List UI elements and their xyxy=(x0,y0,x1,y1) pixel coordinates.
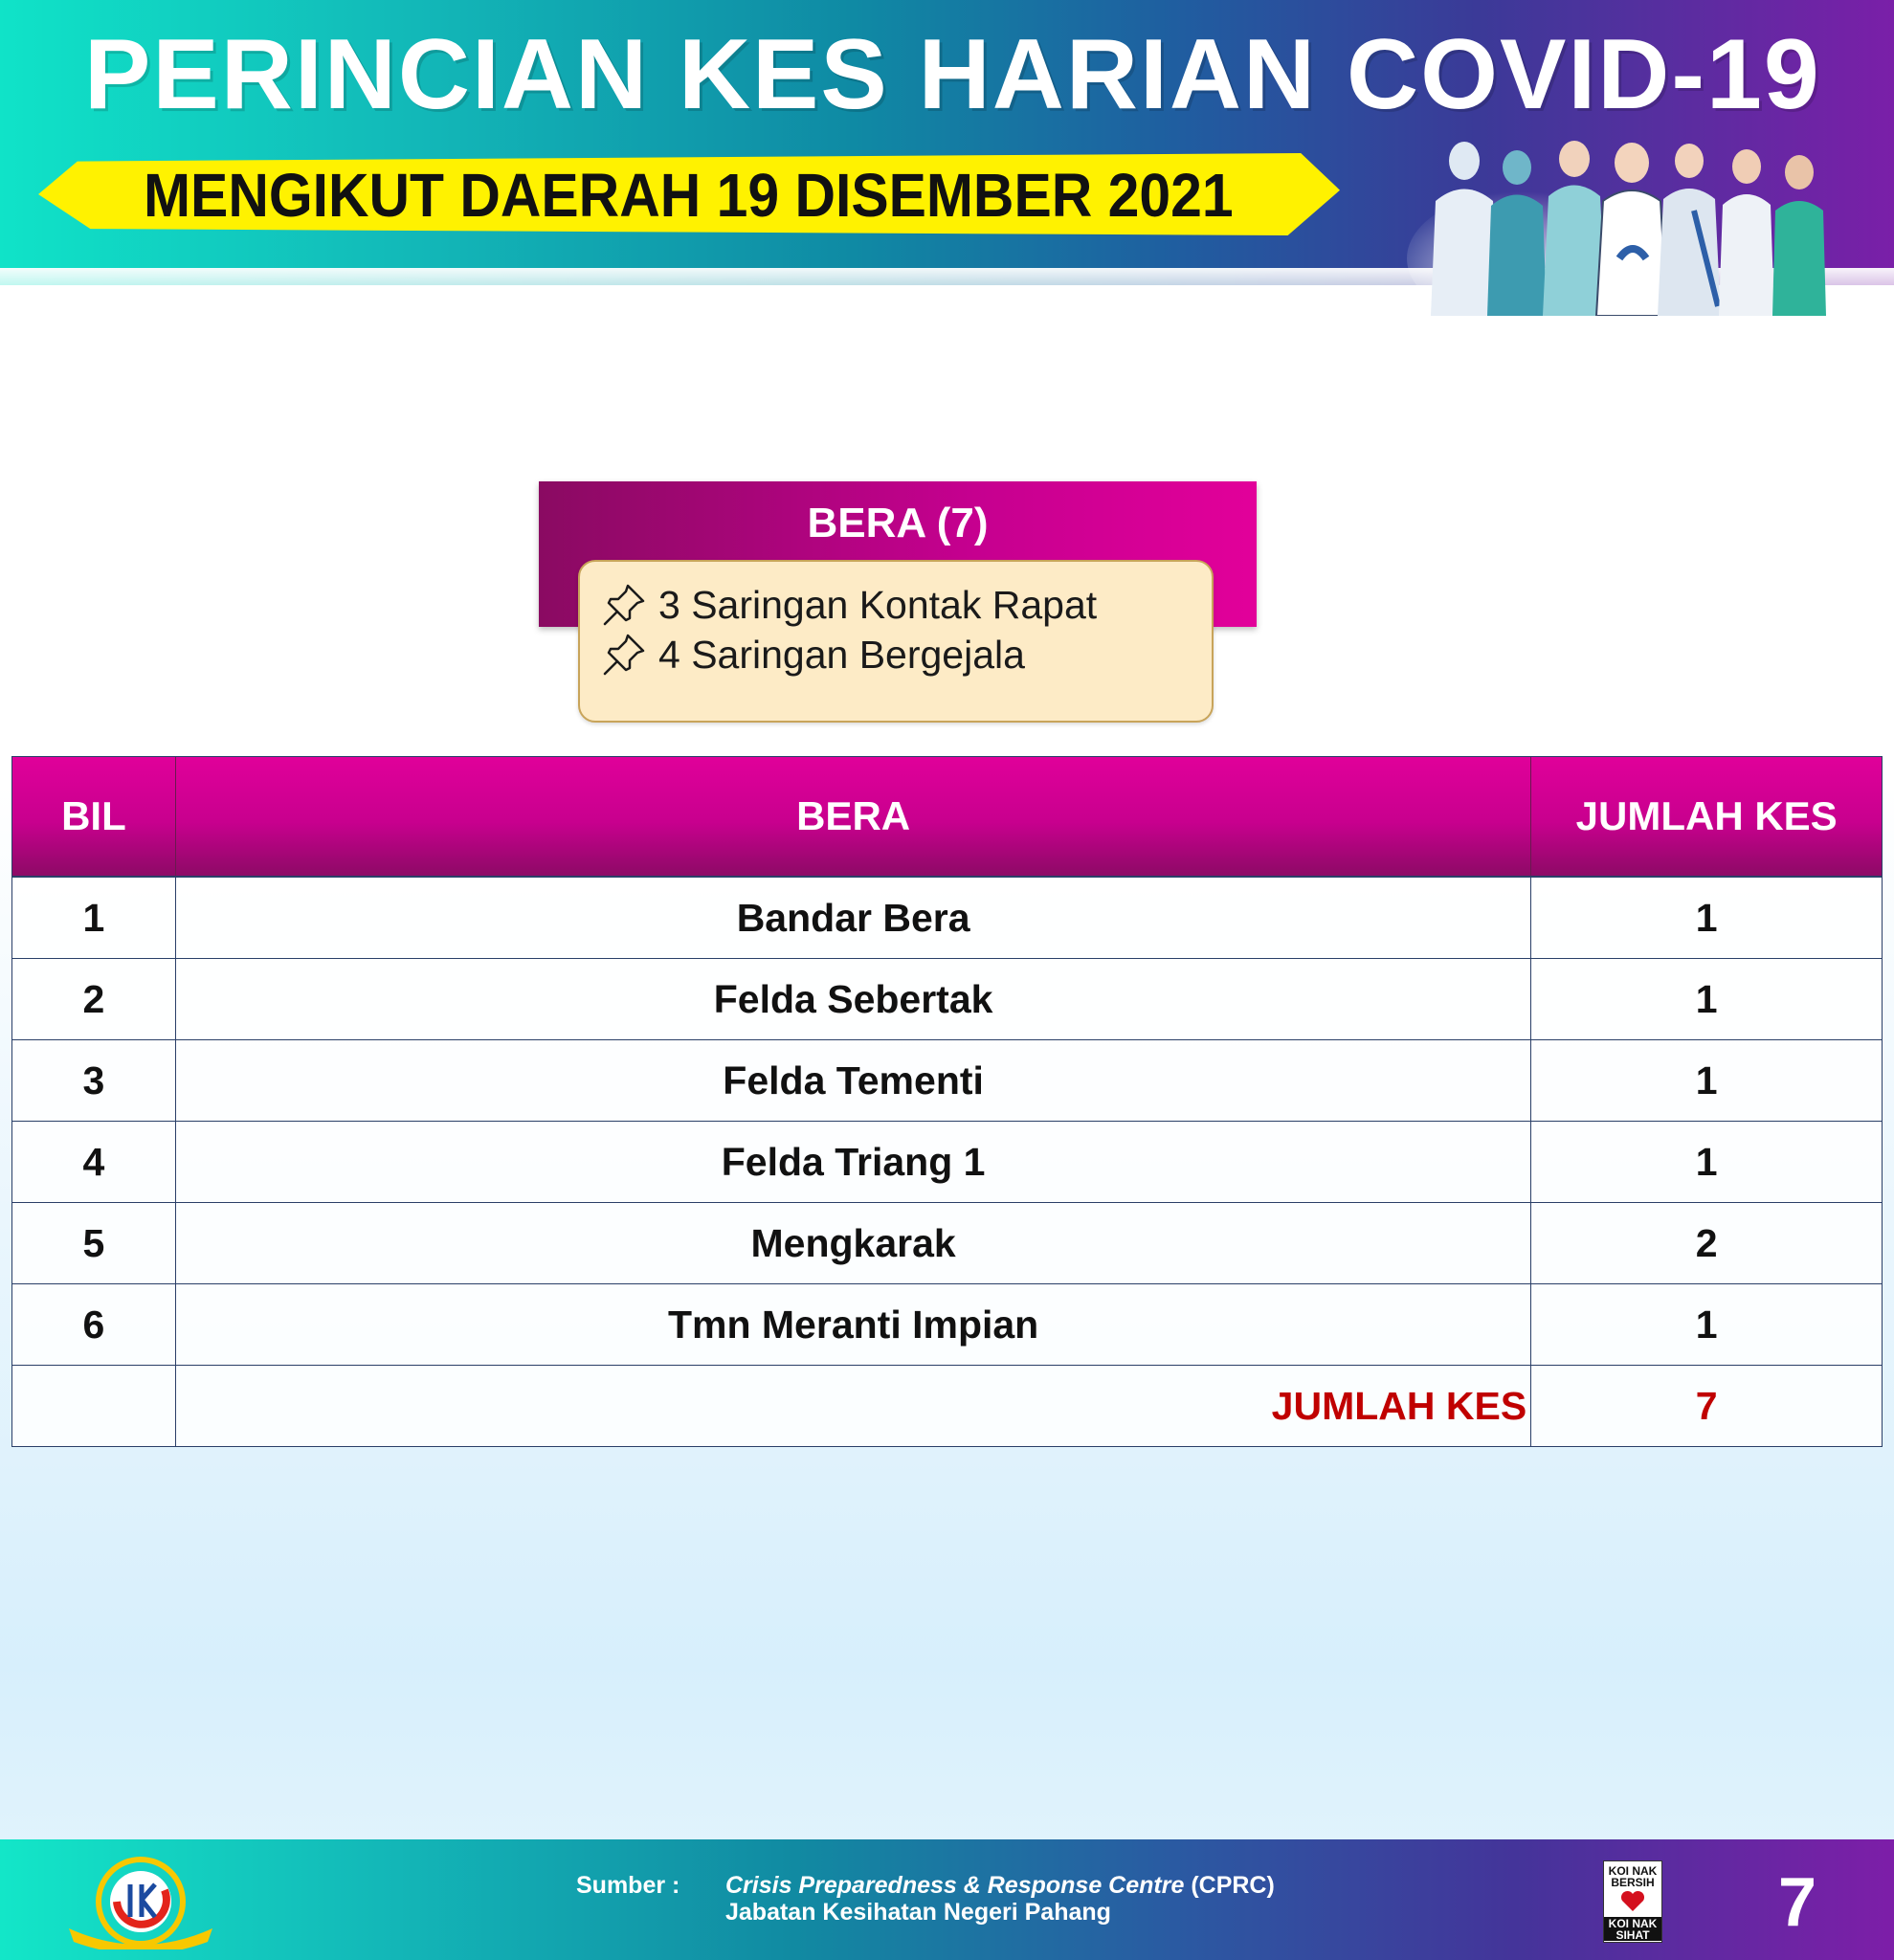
total-value: 7 xyxy=(1695,1383,1718,1428)
column-header-locality: BERA xyxy=(176,757,1532,876)
pushpin-icon xyxy=(601,632,647,678)
cell-locality: Mengkarak xyxy=(176,1203,1532,1283)
total-label: JUMLAH KES xyxy=(176,1366,1531,1446)
source-organization-name: Crisis Preparedness & Response Centre xyxy=(725,1872,1185,1899)
page-subtitle: MENGIKUT DAERAH 19 DISEMBER 2021 xyxy=(144,161,1234,230)
pushpin-icon xyxy=(601,582,647,628)
cell-cases: 2 xyxy=(1695,1220,1718,1265)
cell-cases: 1 xyxy=(1695,976,1718,1021)
cell-locality: Felda Sebertak xyxy=(176,959,1532,1039)
summary-card xyxy=(578,560,1214,723)
source-organization-abbr: (CPRC) xyxy=(1191,1872,1275,1899)
summary-item xyxy=(601,581,1194,629)
table-total-row xyxy=(12,1366,1882,1446)
koi-nak-sihat-badge xyxy=(1603,1860,1662,1943)
cell-locality: Felda Tementi xyxy=(176,1040,1532,1121)
table-row xyxy=(12,1040,1882,1122)
cell-bil: 2 xyxy=(12,959,176,1039)
source-department: Jabatan Kesihatan Negeri Pahang xyxy=(725,1899,1111,1926)
jkn-logo xyxy=(59,1854,222,1949)
medical-staff-illustration xyxy=(1407,124,1885,316)
source-label: Sumber : xyxy=(576,1872,680,1899)
cell-locality: Felda Triang 1 xyxy=(176,1122,1532,1202)
table-row xyxy=(12,959,1882,1040)
cell-bil: 1 xyxy=(12,878,176,958)
summary-item-text: 4 Saringan Bergejala xyxy=(658,632,1025,677)
cell-bil: 5 xyxy=(12,1203,176,1283)
koi-top-text: KOI NAK BERSIH xyxy=(1608,1864,1658,1889)
cell-bil: 3 xyxy=(12,1040,176,1121)
summary-item xyxy=(601,631,1194,679)
cell-empty xyxy=(12,1366,176,1446)
heart-icon xyxy=(1619,1890,1646,1913)
table-row xyxy=(12,1203,1882,1284)
page-number: 7 xyxy=(1778,1864,1817,1941)
cell-bil: 6 xyxy=(12,1284,176,1365)
cell-locality: Tmn Meranti Impian xyxy=(176,1284,1532,1365)
column-header-cases: JUMLAH KES xyxy=(1575,793,1838,838)
table-header xyxy=(12,757,1882,878)
cell-cases: 1 xyxy=(1695,1058,1718,1102)
table-row xyxy=(12,878,1882,959)
page-title: PERINCIAN KES HARIAN COVID-19 xyxy=(84,19,1821,130)
summary-item-text: 3 Saringan Kontak Rapat xyxy=(658,582,1098,627)
cell-cases: 1 xyxy=(1695,895,1718,940)
cell-cases: 1 xyxy=(1695,1139,1718,1184)
summary-title: BERA (7) xyxy=(807,500,989,546)
column-header-bil: BIL xyxy=(12,757,176,876)
table-row xyxy=(12,1122,1882,1203)
table-row xyxy=(12,1284,1882,1366)
koi-bottom-text: KOI NAK SIHAT xyxy=(1604,1917,1661,1941)
cell-locality: Bandar Bera xyxy=(176,878,1532,958)
cell-cases: 1 xyxy=(1695,1302,1718,1347)
source-organization xyxy=(725,1872,1275,1900)
cell-bil: 4 xyxy=(12,1122,176,1202)
cases-table xyxy=(11,756,1883,1447)
